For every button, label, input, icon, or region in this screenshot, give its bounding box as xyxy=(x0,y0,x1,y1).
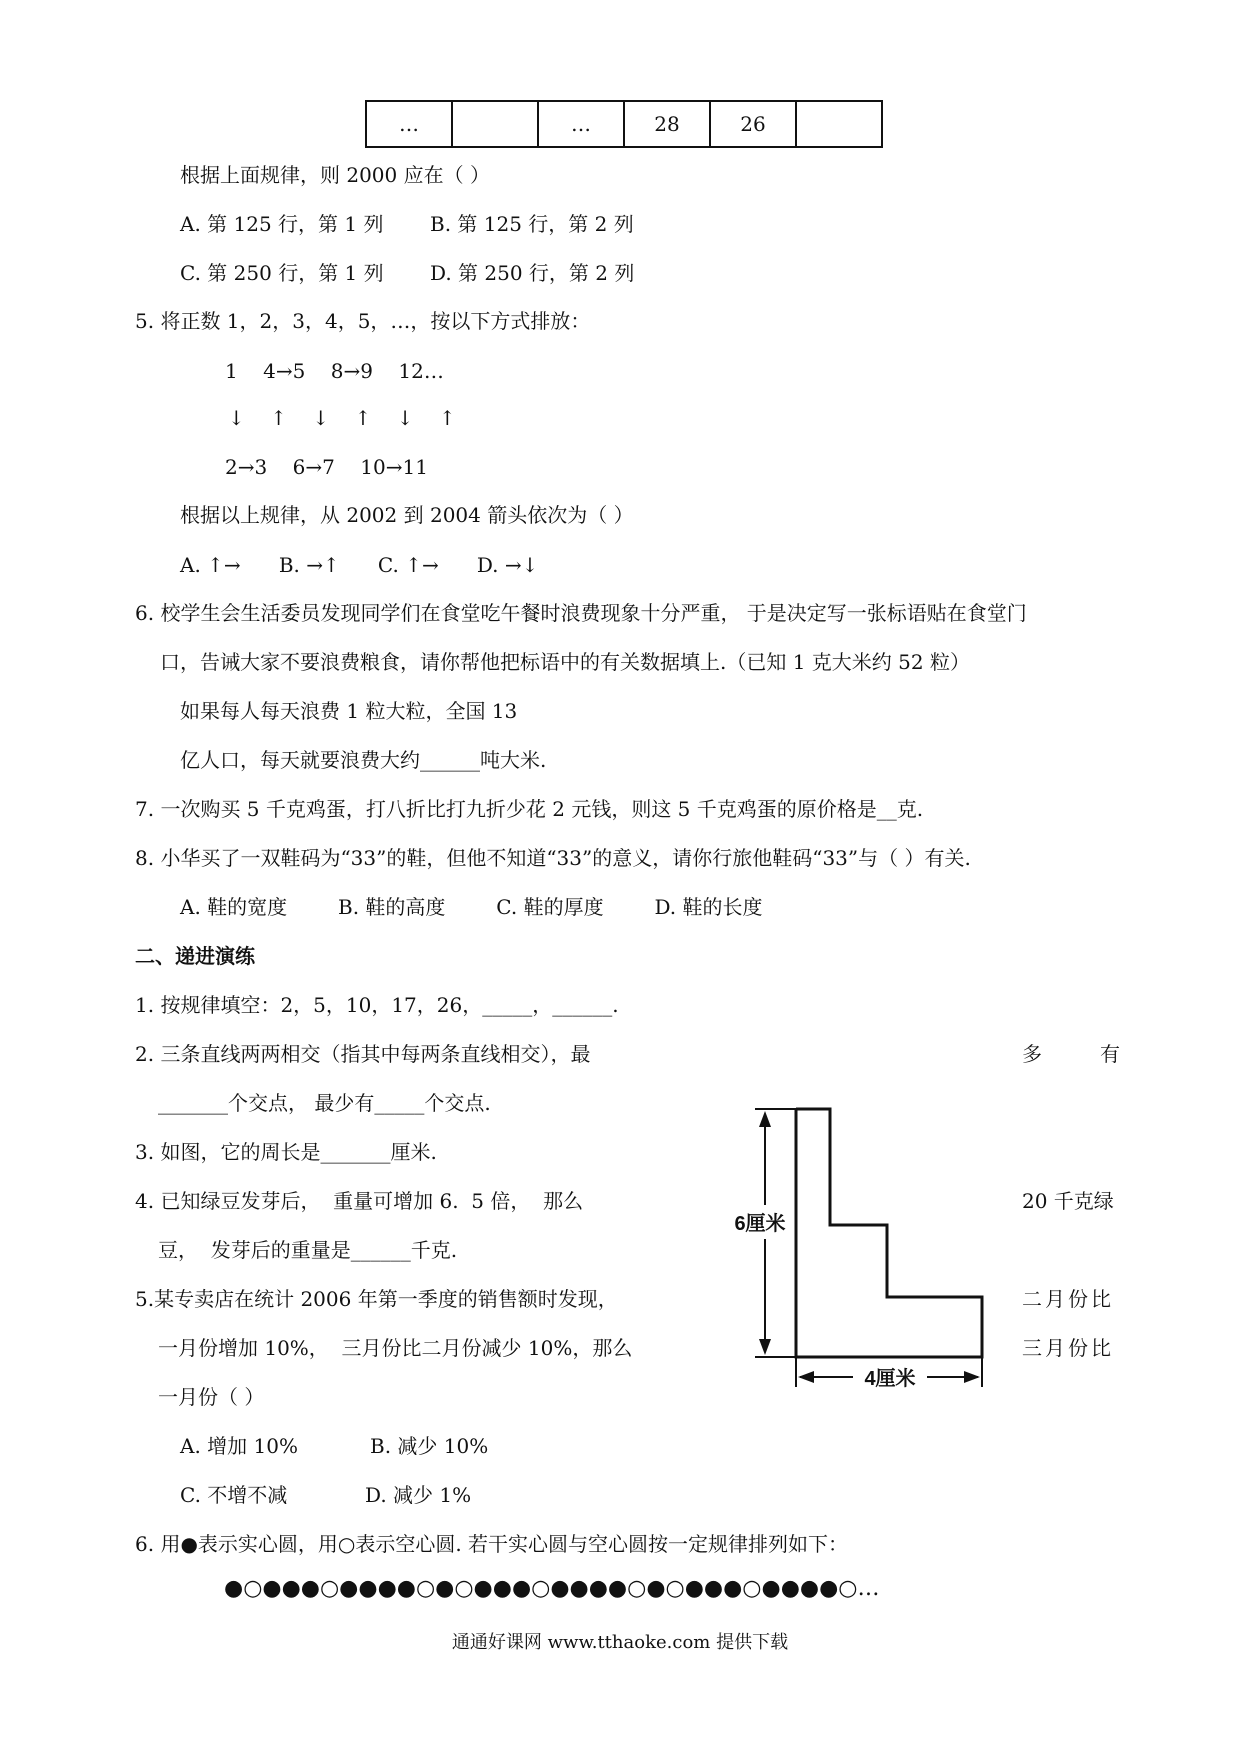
p5-line3: 一月份（ ） xyxy=(158,1385,265,1409)
p2-right-2: 有 xyxy=(1100,1042,1120,1066)
p4-line2: 豆， 发芽后的重量是______千克. xyxy=(158,1238,458,1262)
q5-prompt: 根据以上规律，从 2002 到 2004 箭头依次为（ ） xyxy=(180,503,634,527)
q5-options: A. ↑→ B. →↑ C. ↑→ D. →↓ xyxy=(180,553,539,577)
p1-text: 1. 按规律填空：2，5，10，17，26，_____，______. xyxy=(135,993,619,1017)
p5-right-1: 二月份比 xyxy=(1022,1287,1114,1311)
q4-option-c: C. 第 250 行，第 1 列 xyxy=(180,261,384,285)
p5-option-b: B. 减少 10% xyxy=(370,1434,489,1458)
p5-option-d: D. 减少 1% xyxy=(365,1483,472,1507)
table-cell: … xyxy=(538,101,624,147)
p3-text: 3. 如图，它的周长是_______厘米. xyxy=(135,1140,437,1164)
footer-text: 通通好课网 www.tthaoke.com 提供下载 xyxy=(451,1632,789,1653)
q4-prompt: 根据上面规律，则 2000 应在（ ） xyxy=(180,163,490,187)
p5-left: 5.某专卖店在统计 2006 年第一季度的销售额时发现， xyxy=(135,1287,618,1311)
p4-left: 4. 已知绿豆发芽后， 重量可增加 6. 5 倍， 那么 xyxy=(135,1189,584,1213)
q4-option-b: B. 第 125 行，第 2 列 xyxy=(430,212,634,236)
q8-options: A. 鞋的宽度 B. 鞋的高度 C. 鞋的厚度 D. 鞋的长度 xyxy=(180,895,763,919)
q7-text: 7. 一次购买 5 千克鸡蛋，打八折比打九折少花 2 元钱，则这 5 千克鸡蛋的原价格是__克. xyxy=(135,797,924,821)
q5-text: 5. 将正数 1，2，3，4，5，…，按以下方式排放： xyxy=(135,309,591,333)
p2-right-1: 多 xyxy=(1022,1042,1042,1066)
q5-row2: ↓ ↑ ↓ ↑ ↓ ↑ xyxy=(228,406,456,430)
width-label: 4厘米 xyxy=(864,1368,916,1390)
sequence-table xyxy=(365,100,883,148)
p2-left: 2. 三条直线两两相交（指其中每两条直线相交），最 xyxy=(135,1042,591,1066)
p5-line2: 一月份增加 10%， 三月份比二月份减少 10%，那么 xyxy=(158,1336,633,1360)
table-cell: … xyxy=(366,101,452,147)
table-cell: 28 xyxy=(624,101,710,147)
p5-right-2: 三月份比 xyxy=(1022,1336,1114,1360)
q5-row3: 2→3 6→7 10→11 xyxy=(225,455,428,479)
q4-option-a: A. 第 125 行，第 1 列 xyxy=(180,212,384,236)
q6-line2: 口，告诫大家不要浪费粮食，请你帮他把标语中的有关数据填上.（已知 1 克大米约 52 粒） xyxy=(160,650,970,674)
q8-text: 8. 小华买了一双鞋码为“33”的鞋，但他不知道“33”的意义，请你行旅他鞋码“33”与（ ）有关. xyxy=(135,846,971,870)
circle-sequence: ●○●●●○●●●●○●○●●●○●●●●○●○●●●○●●●●○… xyxy=(224,1576,880,1601)
table-cell xyxy=(796,101,882,147)
section-title: 二、递进演练 xyxy=(135,944,255,968)
height-label: 6厘米 xyxy=(734,1213,786,1235)
p4-right: 20 千克绿 xyxy=(1022,1189,1114,1213)
table-cell: 26 xyxy=(710,101,796,147)
q6-line1: 6. 校学生会生活委员发现同学们在食堂吃午餐时浪费现象十分严重， 于是决定写一张标语贴在食堂门 xyxy=(135,601,1027,625)
p6-text: 6. 用●表示实心圆，用○表示空心圆. 若干实心圆与空心圆按一定规律排列如下： xyxy=(135,1532,849,1556)
p2-line2: _______个交点， 最少有_____个交点. xyxy=(158,1091,491,1115)
q5-row1: 1 4→5 8→9 12… xyxy=(225,359,444,383)
p5-option-c: C. 不增不减 xyxy=(180,1483,288,1507)
table-cell xyxy=(452,101,538,147)
q4-option-d: D. 第 250 行，第 2 列 xyxy=(430,261,635,285)
q6-line3: 如果每人每天浪费 1 粒大粒，全国 13 xyxy=(180,699,518,723)
staircase-figure xyxy=(660,1075,1002,1420)
p5-option-a: A. 增加 10% xyxy=(180,1434,298,1458)
q6-line4: 亿人口，每天就要浪费大约______吨大米. xyxy=(180,748,547,772)
